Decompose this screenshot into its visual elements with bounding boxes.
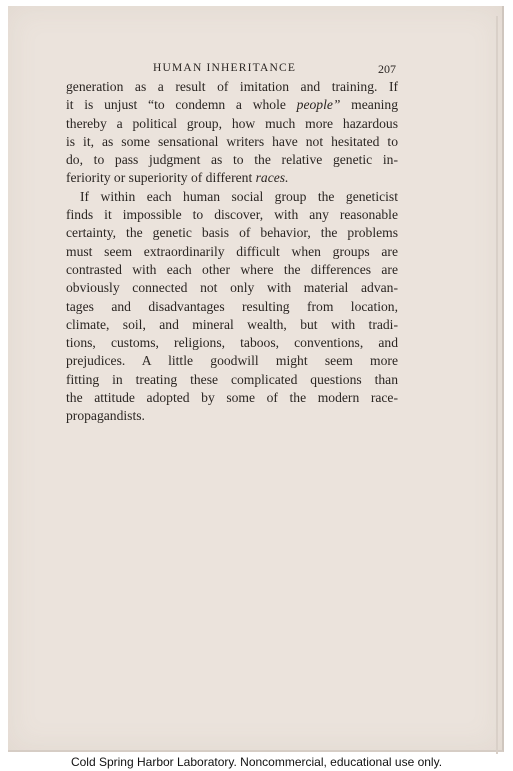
running-head: HUMAN INHERITANCE <box>153 62 297 74</box>
text-line: If within each human social group the geneticist <box>80 188 398 204</box>
paragraph-2 <box>66 188 398 426</box>
archive-credit: Cold Spring Harbor Laboratory. Noncommercial, educational use only. <box>70 755 443 769</box>
body-text <box>66 78 398 426</box>
text-line: the attitude adopted by some of the modern race- <box>66 390 398 406</box>
paragraph-1 <box>66 78 398 188</box>
text-line: finds it impossible to discover, with any reasonable <box>66 207 398 223</box>
page-number: 207 <box>378 62 396 76</box>
text-line: tages and disadvantages resulting from location, <box>66 298 398 314</box>
text-line: thereby a political group, how much more hazardous <box>66 115 398 131</box>
text-line: is it, as some sensational writers have not hesitated to <box>66 133 398 149</box>
text-line: tions, customs, religions, taboos, conventions, and <box>66 335 398 351</box>
text-line: obviously connected not only with material advan- <box>66 280 398 296</box>
text-line: prejudices. A little goodwill might seem more <box>66 353 398 369</box>
text-line: do, to pass judgment as to the relative genetic in- <box>66 152 398 168</box>
text-line: fitting in treating these complicated questions than <box>66 371 398 387</box>
text-line: must seem extraordinarily difficult when groups are <box>66 243 398 259</box>
text-line: feriority or superiority of different races. <box>66 170 289 186</box>
text-line: certainty, the genetic basis of behavior, the problems <box>66 225 398 241</box>
text-line: it is unjust “to condemn a whole people” meaning <box>66 97 398 113</box>
text-line: propagandists. <box>66 408 145 424</box>
text-line: generation as a result of imitation and training. If <box>66 79 398 94</box>
text-line: climate, soil, and mineral wealth, but with tradi- <box>66 316 398 332</box>
page-edge <box>496 16 498 754</box>
text-line: contrasted with each other where the differences are <box>66 261 398 277</box>
